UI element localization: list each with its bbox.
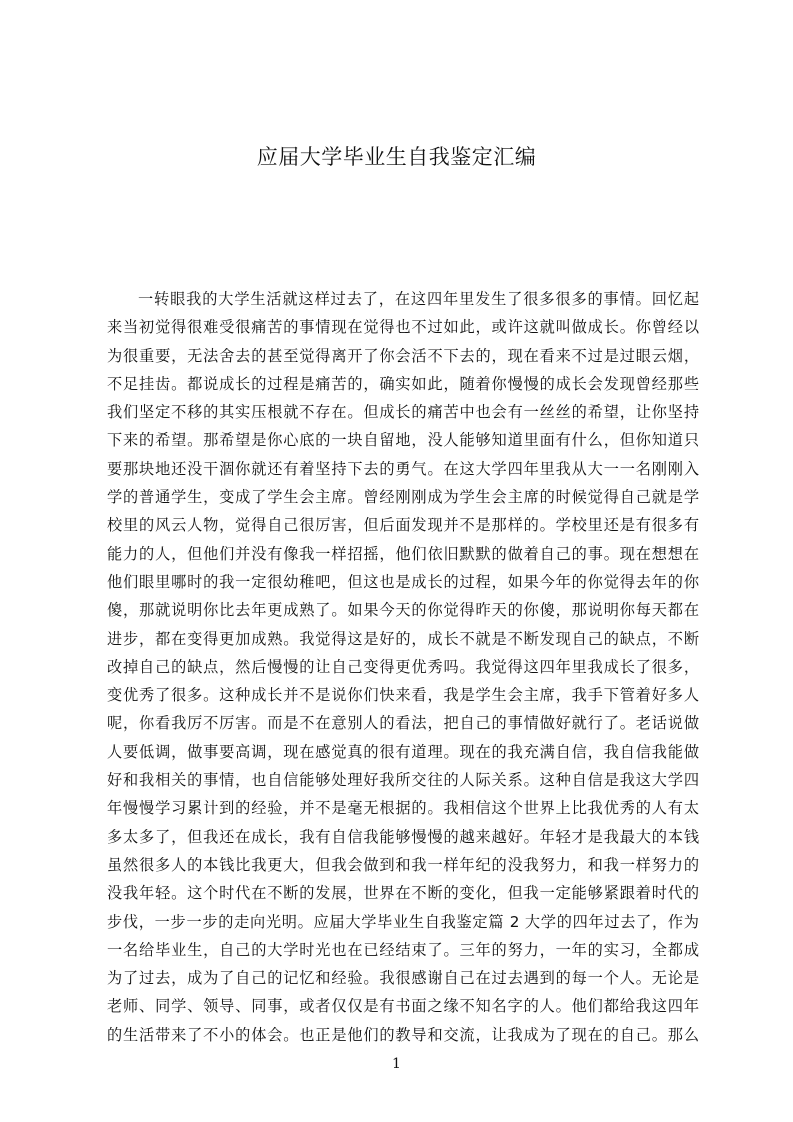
text-line: 进步，都在变得更加成熟。我觉得这是好的，成长不就是不断发现自己的缺点，不断: [107, 629, 699, 648]
text-line: 傻，那就说明你比去年更成熟了。如果今天的你觉得昨天的你傻，那说明你每天都在: [107, 601, 699, 620]
text-line: 一名给毕业生，自己的大学时光也在已经结束了。三年的努力，一年的实习，全都成: [107, 940, 699, 959]
text-line: 校里的风云人物，觉得自己很厉害，但后面发现并不是那样的。学校里还是有很多有: [107, 516, 699, 535]
text-line: 呢，你看我厉不厉害。而是不在意别人的看法，把自己的事情做好就行了。老话说做: [107, 714, 699, 733]
text-line: 变优秀了很多。这种成长并不是说你们快来看，我是学生会主席，我手下管着好多人: [107, 686, 699, 705]
text-line: 多太多了，但我还在成长，我有自信我能够慢慢的越来越好。年轻才是我最大的本钱: [107, 827, 699, 846]
text-line: 不足挂齿。都说成长的过程是痛苦的，确实如此，随着你慢慢的成长会发现曾经那些: [107, 374, 699, 393]
body-paragraph: [107, 285, 699, 1049]
text-line: 能力的人，但他们并没有像我一样招摇，他们依旧默默的做着自己的事。现在想想在: [107, 544, 699, 563]
text-line: 要那块地还没干涸你就还有着坚持下去的勇气。在这大学四年里我从大一一名刚刚入: [107, 459, 699, 478]
document-title: 应届大学毕业生自我鉴定汇编: [256, 145, 537, 169]
text-line: 为很重要，无法舍去的甚至觉得离开了你会活不下去的，现在看来不过是过眼云烟，: [107, 346, 699, 365]
page-number: 1: [392, 1056, 401, 1072]
text-line: 好和我相关的事情，也自信能够处理好我所交往的人际关系。这种自信是我这大学四: [107, 771, 699, 790]
text-line: 下来的希望。那希望是你心底的一块自留地，没人能够知道里面有什么，但你知道只: [107, 431, 699, 450]
text-line: 我们坚定不移的其实压根就不存在。但成长的痛苦中也会有一丝丝的希望，让你坚持: [107, 403, 699, 422]
text-line: 老师、同学、领导、同事，或者仅仅是有书面之缘不知名字的人。他们都给我这四年: [107, 997, 699, 1016]
text-line: 他们眼里哪时的我一定很幼稚吧，但这也是成长的过程，如果今年的你觉得去年的你: [107, 572, 699, 591]
text-line: 年慢慢学习累计到的经验，并不是毫无根据的。我相信这个世界上比我优秀的人有太: [107, 799, 699, 818]
text-line: 为了过去，成为了自己的记忆和经验。我很感谢自己在过去遇到的每一个人。无论是: [107, 969, 699, 988]
text-line: 一转眼我的大学生活就这样过去了，在这四年里发生了很多很多的事情。回忆起: [138, 290, 699, 308]
text-line: 的生活带来了不小的体会。也正是他们的教导和交流，让我成为了现在的自己。那么: [107, 1025, 699, 1044]
text-line: 来当初觉得很难受很痛苦的事情现在觉得也不过如此，或许这就叫做成长。你曾经以: [107, 318, 699, 337]
text-line: 没我年轻。这个时代在不断的发展，世界在不断的变化，但我一定能够紧跟着时代的: [107, 884, 699, 903]
text-line: 步伐，一步一步的走向光明。应届大学毕业生自我鉴定篇 2 大学的四年过去了，作为: [107, 912, 699, 931]
text-line: 人要低调，做事要高调，现在感觉真的很有道理。现在的我充满自信，我自信我能做: [107, 742, 699, 761]
text-line: 虽然很多人的本钱比我更大，但我会做到和我一样年纪的没我努力，和我一样努力的: [107, 855, 699, 874]
text-line: 改掉自己的缺点，然后慢慢的让自己变得更优秀吗。我觉得这四年里我成长了很多，: [107, 657, 699, 676]
text-line: 学的普通学生，变成了学生会主席。曾经刚刚成为学生会主席的时候觉得自己就是学: [107, 488, 699, 507]
